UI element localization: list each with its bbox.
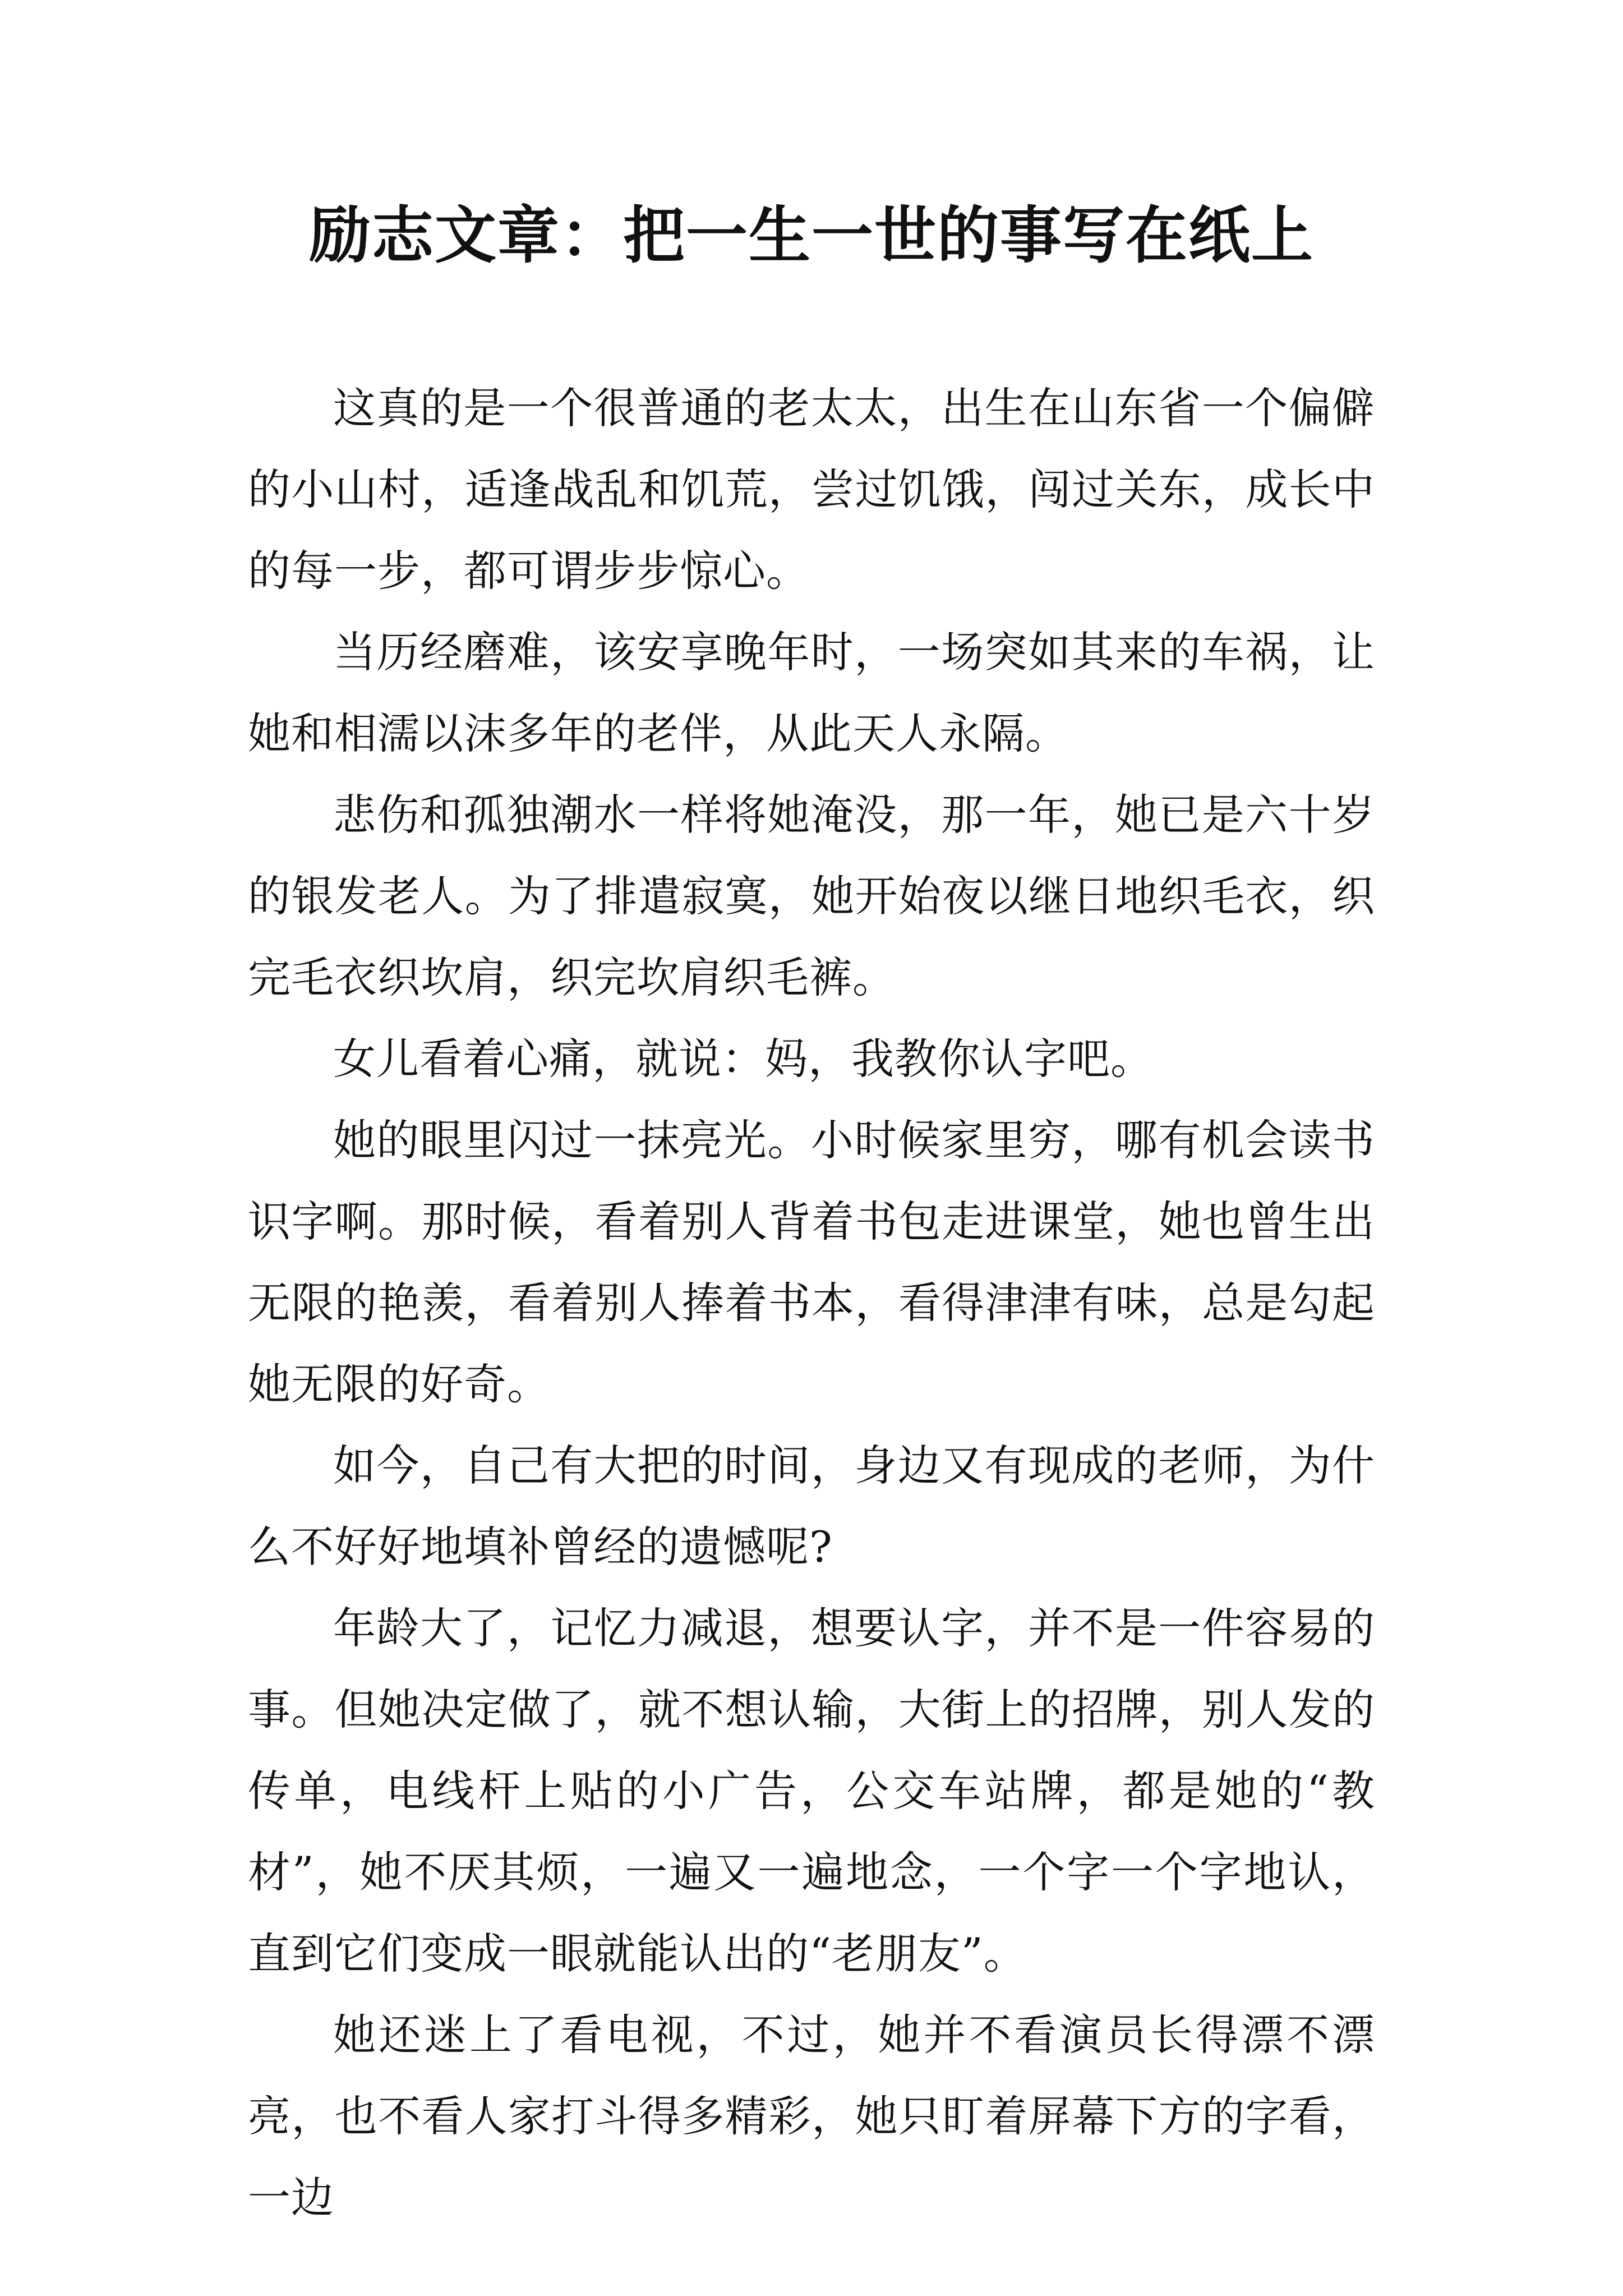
paragraph: 年龄大了，记忆力减退，想要认字，并不是一件容易的事。但她决定做了，就不想认输，大街上的招牌，别人发的传单，电线杆上贴的小广告，公交车站牌，都是她的“教材”，她不厌其烦，一遍又一遍地念，一个字一个字地认，直到它们变成一眼就能认出的“老朋友”。 <box>248 1603 1375 1978</box>
paragraph: 她还迷上了看电视，不过，她并不看演员长得漂不漂亮，也不看人家打斗得多精彩，她只盯着屏幕下方的字看，一边 <box>248 2010 1375 2223</box>
paragraph: 悲伤和孤独潮水一样将她淹没，那一年，她已是六十岁的银发老人。为了排遣寂寞，她开始夜以继日地织毛衣，织完毛衣织坎肩，织完坎肩织毛裤。 <box>248 790 1375 1002</box>
paragraph: 女儿看着心痛，就说：妈，我教你认字吧。 <box>333 1034 1154 1084</box>
paragraph: 如今，自己有大把的时间，身边又有现成的老师，为什么不好好地填补曾经的遗憾呢? <box>248 1441 1375 1572</box>
paragraph: 当历经磨难，该安享晚年时，一场突如其来的车祸，让她和相濡以沫多年的老伴，从此天人永隔。 <box>248 627 1375 758</box>
paragraph: 她的眼里闪过一抹亮光。小时候家里穷，哪有机会读书识字啊。那时候，看着别人背着书包走进课堂，她也曾生出无限的艳羡，看着别人捧着书本，看得津津有味，总是勾起她无限的好奇。 <box>248 1115 1375 1409</box>
document-body <box>248 367 1375 2238</box>
document-title: 励志文章：把一生一世的事写在纸上 <box>309 199 1314 272</box>
paragraph: 这真的是一个很普通的老太太，出生在山东省一个偏僻的小山村，适逢战乱和饥荒，尝过饥饿，闯过关东，成长中的每一步，都可谓步步惊心。 <box>248 383 1375 596</box>
